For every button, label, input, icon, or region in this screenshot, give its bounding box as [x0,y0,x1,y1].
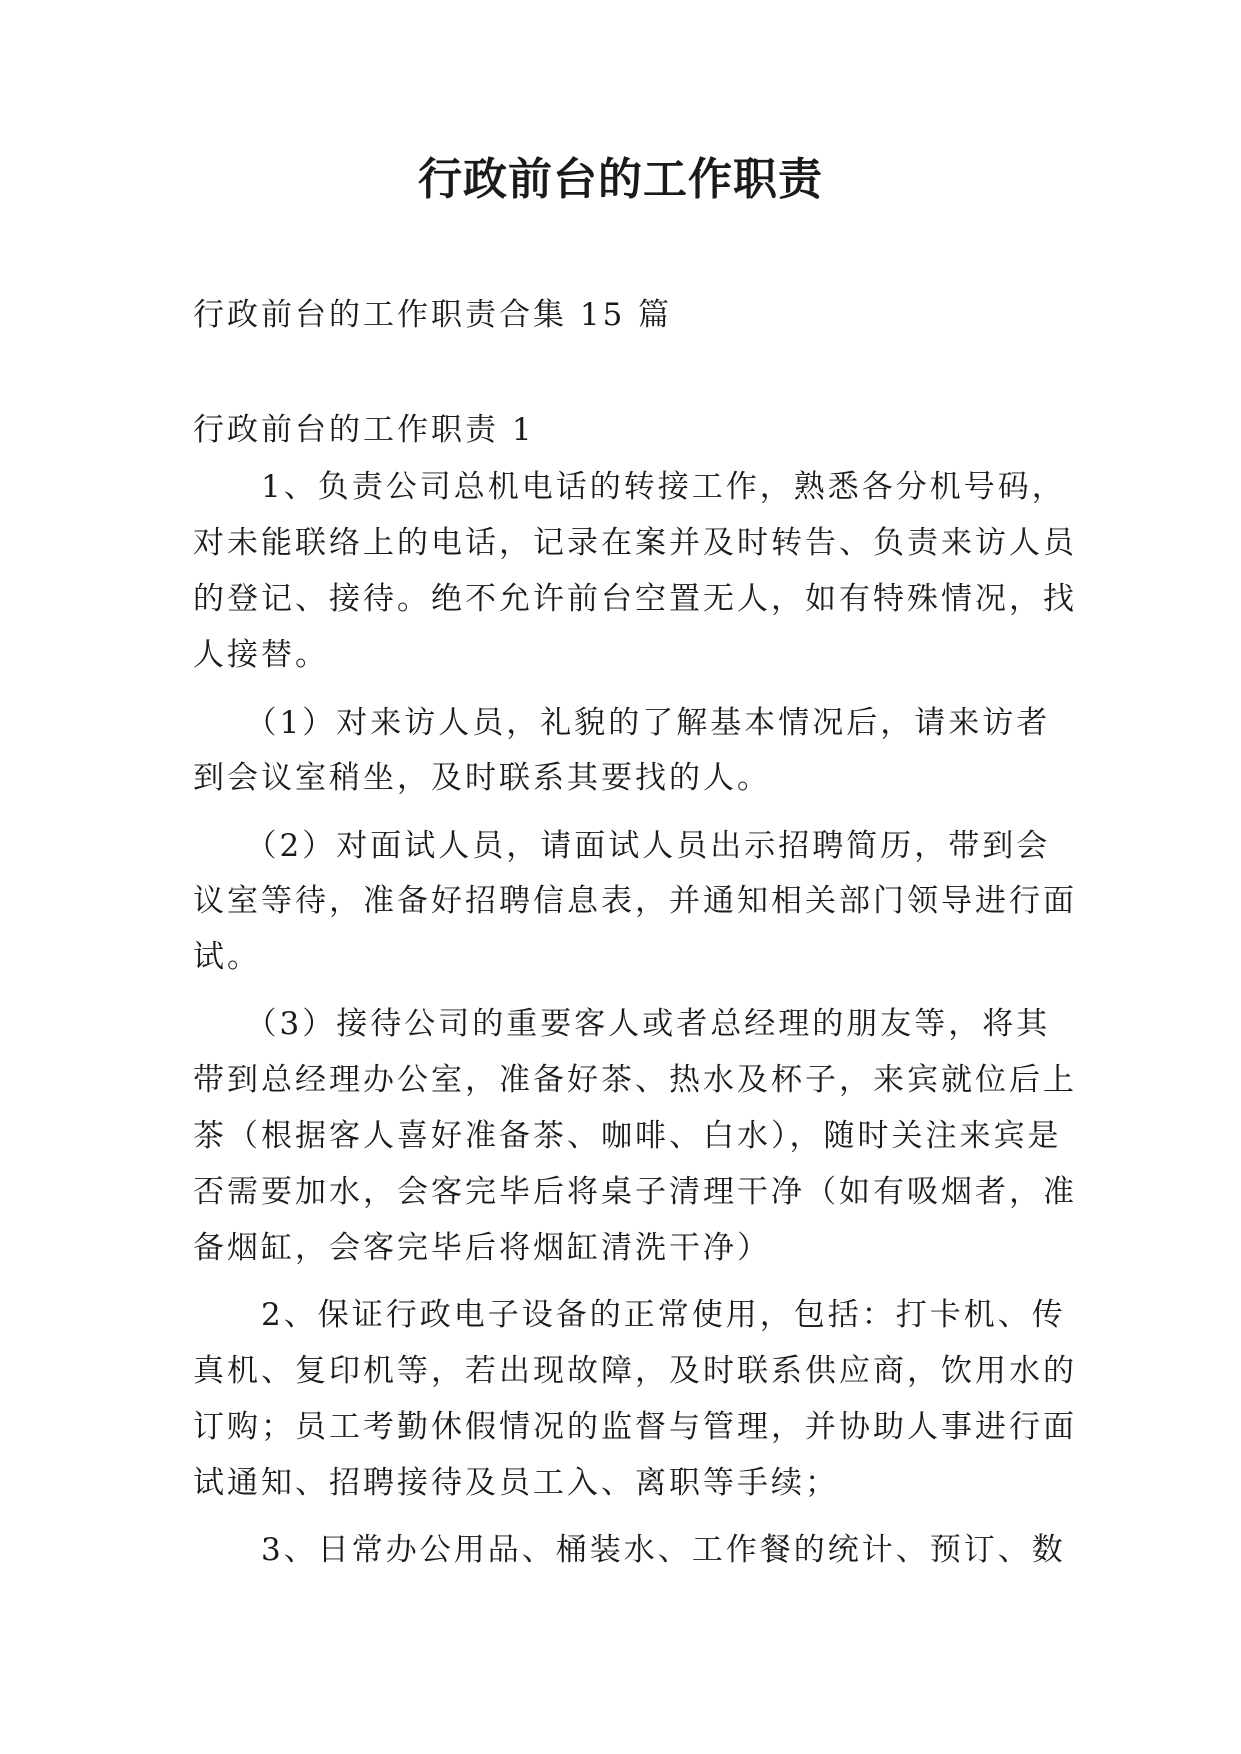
body-line: 备烟缸，会客完毕后将烟缸清洗干净） [193,1230,771,1266]
body-line: 1、负责公司总机电话的转接工作，熟悉各分机号码， [193,469,1066,505]
body-line: 否需要加水，会客完毕后将桌子清理干净（如有吸烟者，准 [193,1174,1077,1210]
body-line: 订购；员工考勤休假情况的监督与管理，并协助人事进行面 [193,1409,1077,1445]
body-line: 2、保证行政电子设备的正常使用，包括：打卡机、传 [193,1297,1066,1333]
body-line: 议室等待，准备好招聘信息表，并通知相关部门领导进行面 [193,883,1077,919]
body-line: 3、日常办公用品、桶装水、工作餐的统计、预订、数 [193,1532,1066,1568]
body-line: 茶（根据客人喜好准备茶、咖啡、白水），随时关注来宾是 [193,1118,1062,1154]
body-line: 带到总经理办公室，准备好茶、热水及杯子，来宾就位后上 [193,1062,1077,1098]
document-title: 行政前台的工作职责 [418,154,823,205]
body-line: （3）接待公司的重要客人或者总经理的朋友等，将其 [193,1006,1051,1042]
body-line: （1）对来访人员，礼貌的了解基本情况后，请来访者 [193,705,1051,741]
body-line: 试。 [193,939,261,975]
body-line: （2）对面试人员，请面试人员出示招聘简历，带到会 [193,828,1051,864]
body-line: 到会议室稍坐，及时联系其要找的人。 [193,760,771,796]
body-line: 对未能联络上的电话，记录在案并及时转告、负责来访人员 [193,525,1077,561]
body-line: 试通知、招聘接待及员工入、离职等手续； [193,1465,839,1501]
body-line: 的登记、接待。绝不允许前台空置无人，如有特殊情况，找 [193,581,1077,617]
document-subtitle: 行政前台的工作职责合集 15 篇 [193,297,673,333]
body-line: 真机、复印机等，若出现故障，及时联系供应商，饮用水的 [193,1353,1077,1389]
section-heading: 行政前台的工作职责 1 [193,412,535,448]
body-line: 人接替。 [193,637,329,673]
